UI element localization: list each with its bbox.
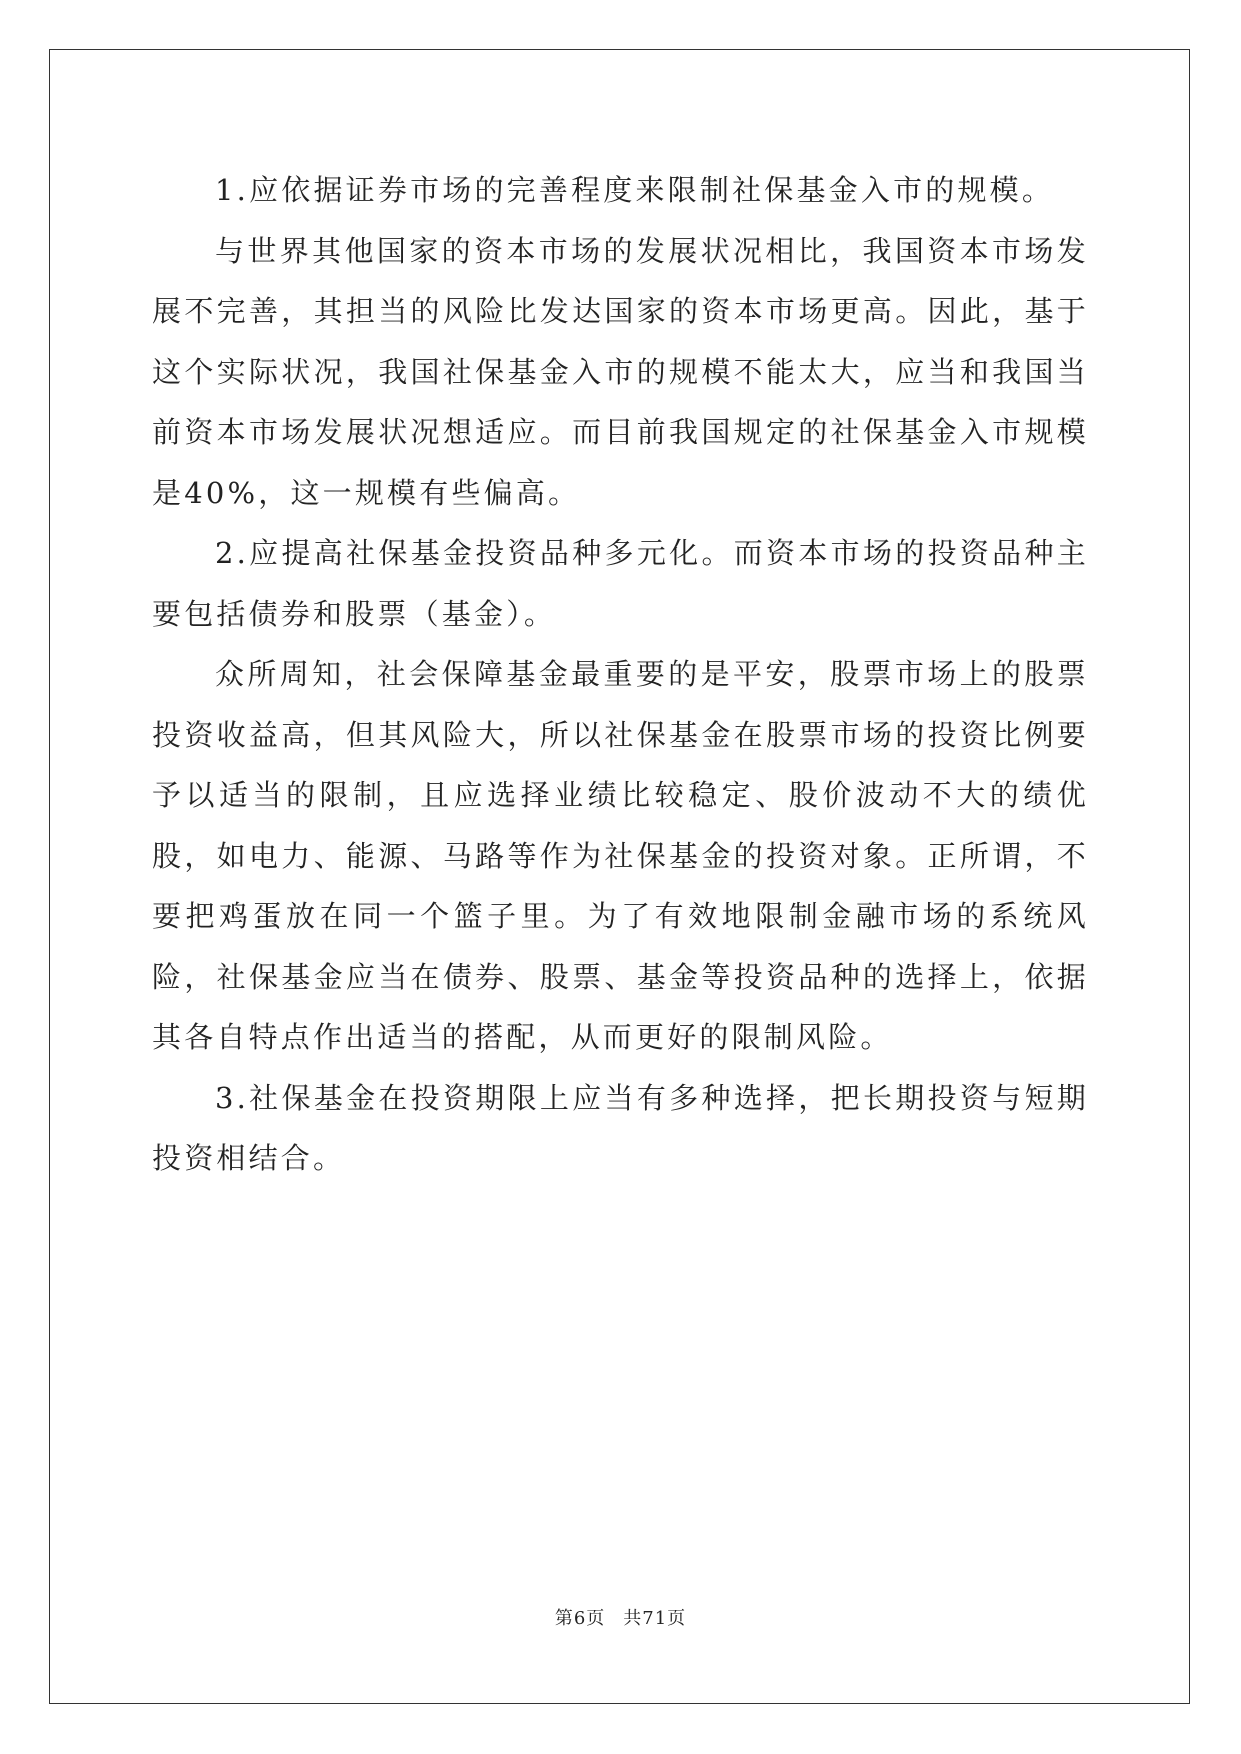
paragraph-1: 1.应依据证券市场的完善程度来限制社保基金入市的规模。 bbox=[215, 173, 1055, 207]
footer-total-suffix: 页 bbox=[667, 1608, 687, 1629]
paragraph-5: 3.社保基金在投资期限上应当有多种选择，把长期投资与短期投资相结合。 bbox=[152, 1080, 1089, 1175]
document-body bbox=[152, 160, 1089, 1189]
paragraph-2: 与世界其他国家的资本市场的发展状况相比，我国资本市场发展不完善，其担当的风险比发达国家的资本市场更高。因此，基于这个实际状况，我国社保基金入市的规模不能太大，应当和我国当前资本市场发展状况想适应。而目前我国规定的社保基金入市规模是40%，这一规模有些偏高。 bbox=[152, 233, 1089, 510]
footer-page-number: 6 bbox=[573, 1608, 587, 1629]
page-footer bbox=[0, 1604, 1241, 1630]
footer-total-prefix: 共 bbox=[623, 1608, 643, 1629]
footer-total-pages: 71 bbox=[642, 1608, 668, 1629]
footer-page-prefix: 第 bbox=[554, 1608, 574, 1629]
paragraph-4: 众所周知，社会保障基金最重要的是平安，股票市场上的股票投资收益高，但其风险大，所以社保基金在股票市场的投资比例要予以适当的限制，且应选择业绩比较稳定、股价波动不大的绩优股，如电力、能源、马路等作为社保基金的投资对象。正所谓，不要把鸡蛋放在同一个篮子里。为了有效地限制金融市场的系统风险，社保基金应当在债券、股票、基金等投资品种的选择上，依据其各自特点作出适当的搭配，从而更好的限制风险。 bbox=[152, 657, 1089, 1054]
paragraph-3: 2.应提高社保基金投资品种多元化。而资本市场的投资品种主要包括债券和股票（基金）。 bbox=[152, 536, 1089, 631]
footer-page-suffix: 页 bbox=[586, 1608, 606, 1629]
